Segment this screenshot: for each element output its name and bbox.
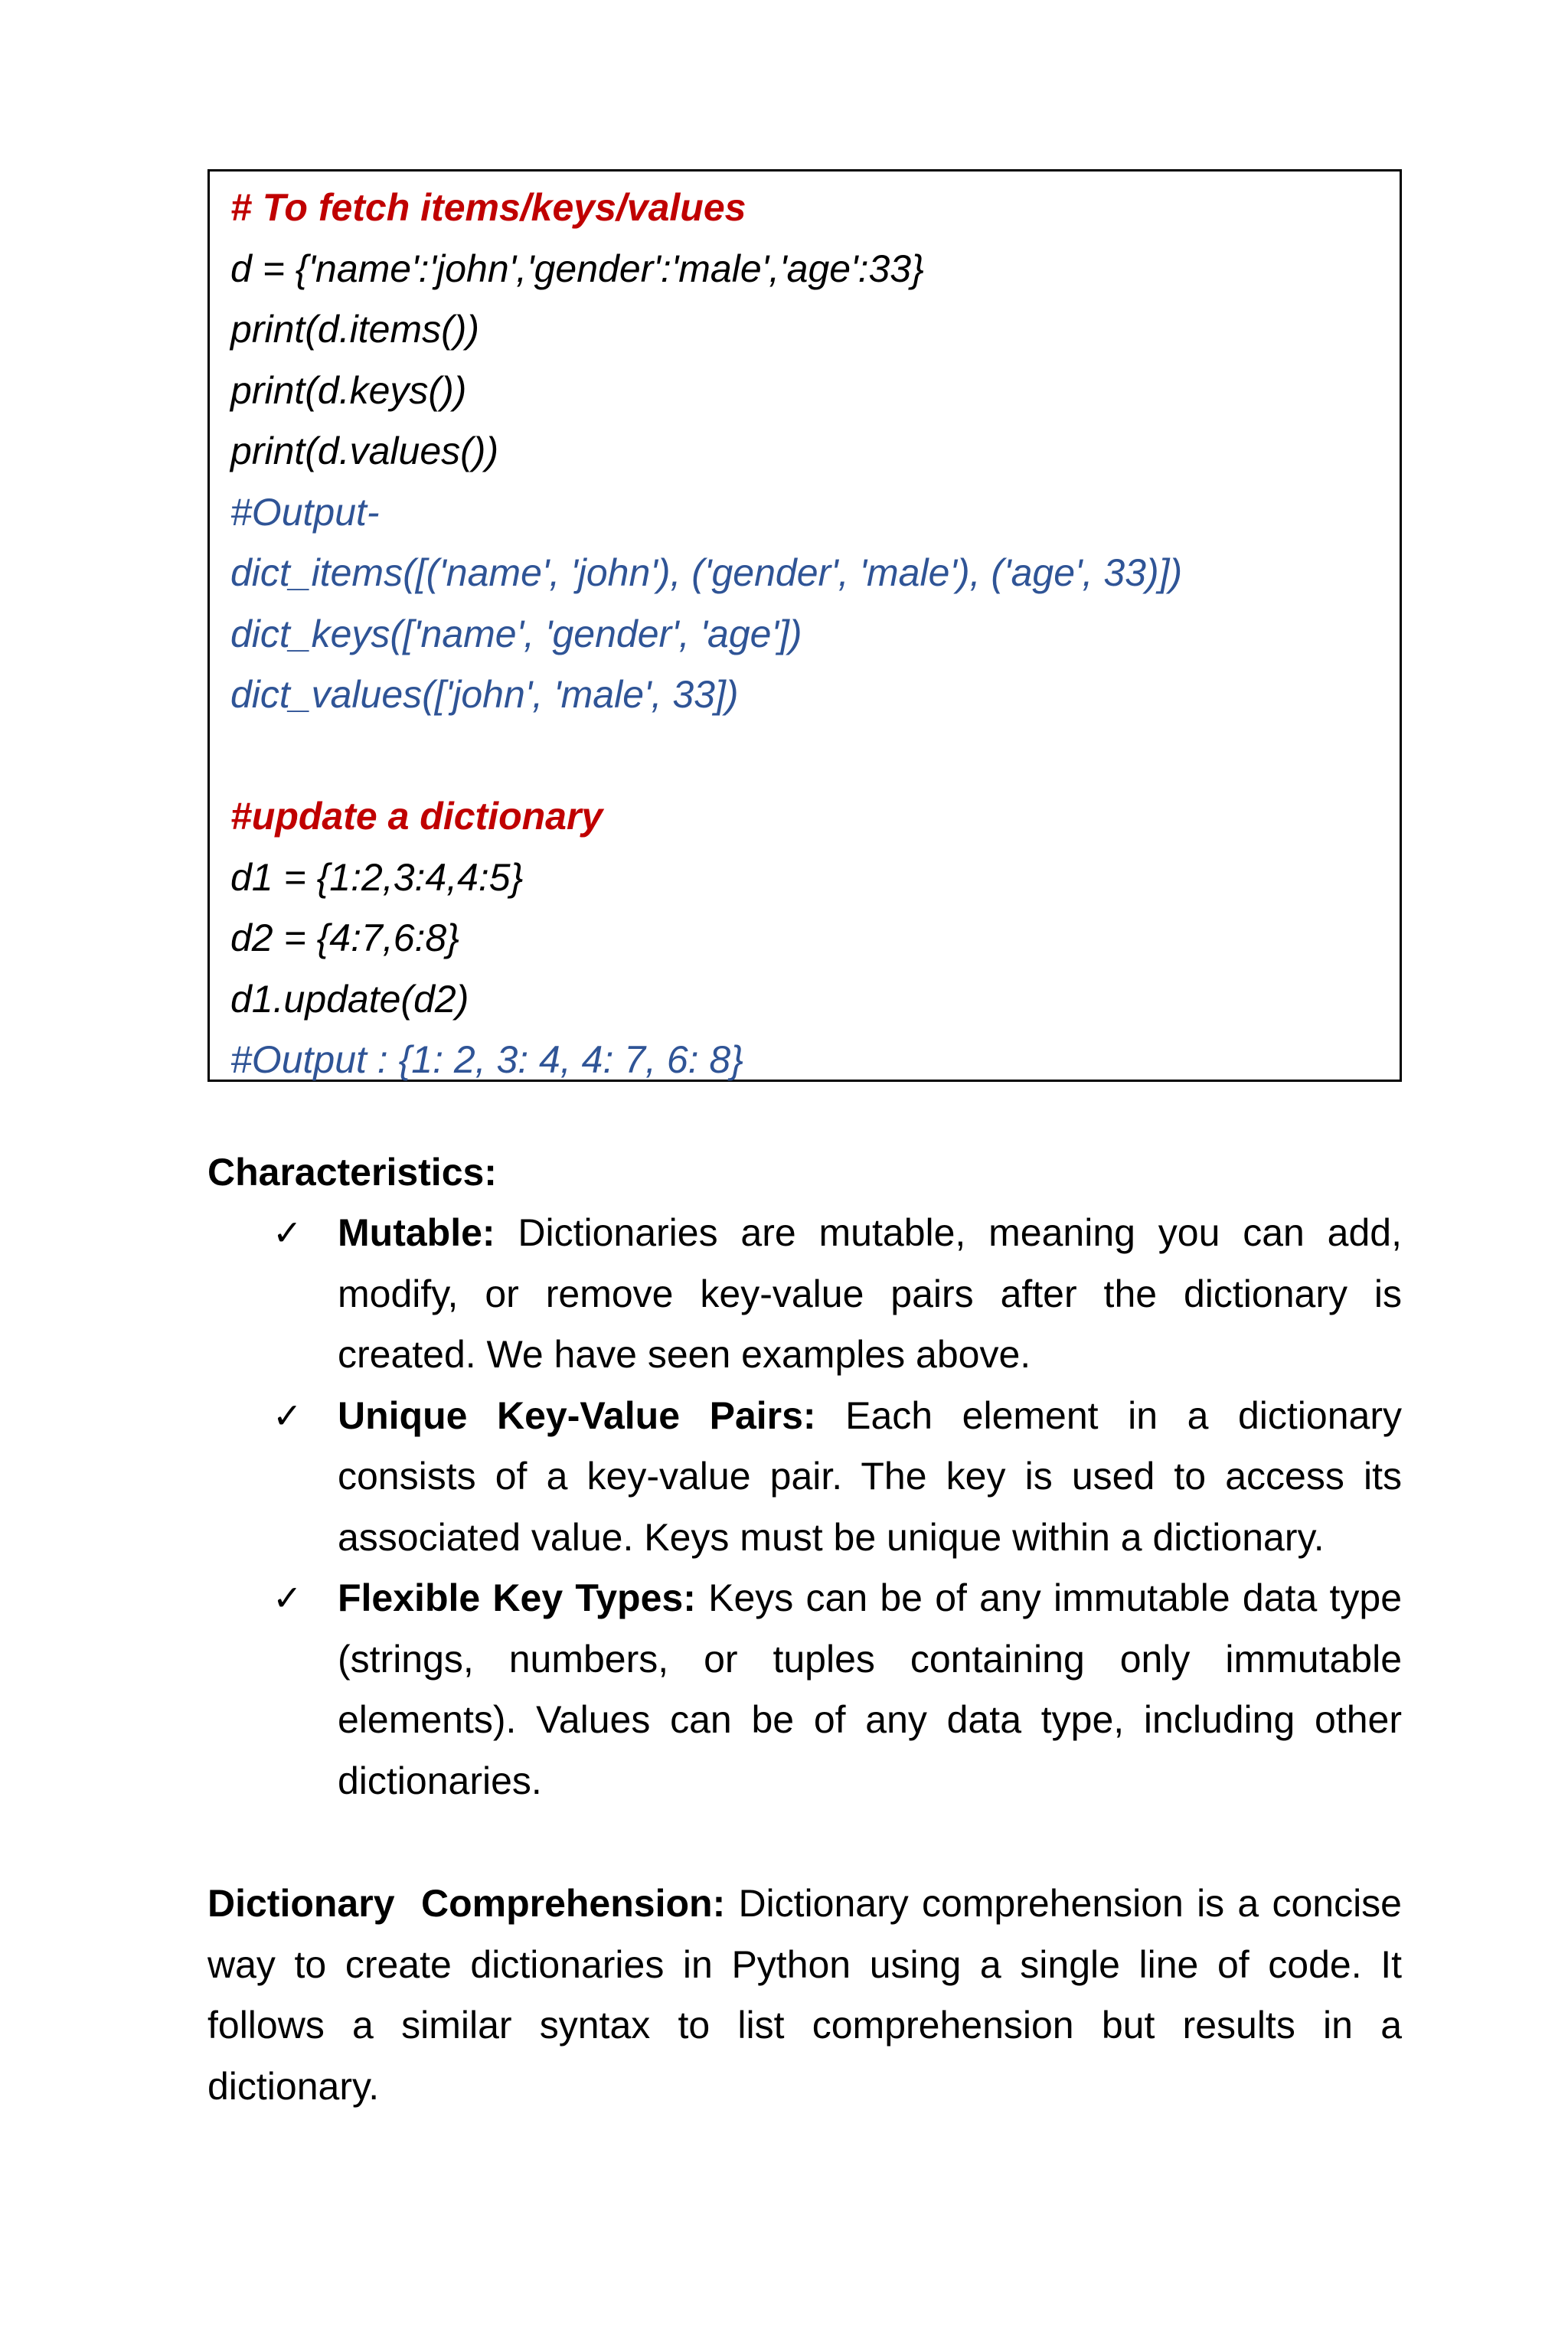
code-comment: # To fetch items/keys/values bbox=[230, 186, 746, 229]
list-item bbox=[273, 1386, 1402, 1569]
code-output: #Output- bbox=[230, 490, 380, 534]
comprehension-text: Dictionary comprehension is a concise way to create dictionaries in Python using a single line of code. It follows a similar syntax to list comprehension but results in a dictionary. bbox=[207, 1882, 1402, 2108]
item-term: Flexible Key Types: bbox=[338, 1576, 696, 1619]
code-line: d1 = {1:2,3:4,4:5} bbox=[230, 855, 524, 899]
item-text: Dictionaries are mutable, meaning you can add, modify, or remove key-value pairs after the dictionary is created. We have seen examples above. bbox=[338, 1211, 1402, 1376]
characteristics-list bbox=[273, 1203, 1402, 1811]
code-output: dict_values(['john', 'male', 33]) bbox=[230, 673, 739, 716]
list-item bbox=[273, 1203, 1402, 1386]
code-line: print(d.keys()) bbox=[230, 368, 467, 412]
item-term: Mutable: bbox=[338, 1211, 495, 1254]
item-text: Keys can be of any immutable data type (strings, numbers, or tuples containing only immutable elements). Values can be of any data type, including other dictionaries. bbox=[338, 1576, 1403, 1802]
code-comment: #update a dictionary bbox=[230, 795, 603, 838]
item-term: Unique Key-Value Pairs: bbox=[338, 1393, 816, 1437]
checkmark-icon: ✓ bbox=[273, 1213, 302, 1253]
code-line: d1.update(d2) bbox=[230, 977, 469, 1021]
list-item bbox=[273, 1568, 1402, 1811]
code-output: dict_items([('name', 'john'), ('gender', 'male'), ('age', 33)]) bbox=[230, 551, 1183, 594]
code-line: print(d.values()) bbox=[230, 430, 499, 472]
code-blank-line bbox=[230, 726, 1400, 787]
characteristics-heading: Characteristics: bbox=[207, 1151, 497, 1194]
code-line: d = {'name':'john','gender':'male','age':33} bbox=[230, 247, 924, 290]
checkmark-icon: ✓ bbox=[273, 1578, 302, 1618]
comprehension-paragraph bbox=[207, 1873, 1402, 2117]
comprehension-term: Dictionary Comprehension: bbox=[207, 1882, 726, 1925]
code-line: d2 = {4:7,6:8} bbox=[230, 916, 459, 959]
code-output: dict_keys(['name', 'gender', 'age']) bbox=[230, 612, 802, 655]
item-text: Each element in a dictionary consists of a key-value pair. The key is used to access its associated value. Keys must be unique within a dictionary. bbox=[338, 1393, 1402, 1559]
checkmark-icon: ✓ bbox=[273, 1395, 302, 1436]
code-line: print(d.items()) bbox=[230, 308, 480, 351]
code-block bbox=[207, 169, 1402, 1082]
code-output: #Output : {1: 2, 3: 4, 4: 7, 6: 8} bbox=[230, 1038, 743, 1081]
